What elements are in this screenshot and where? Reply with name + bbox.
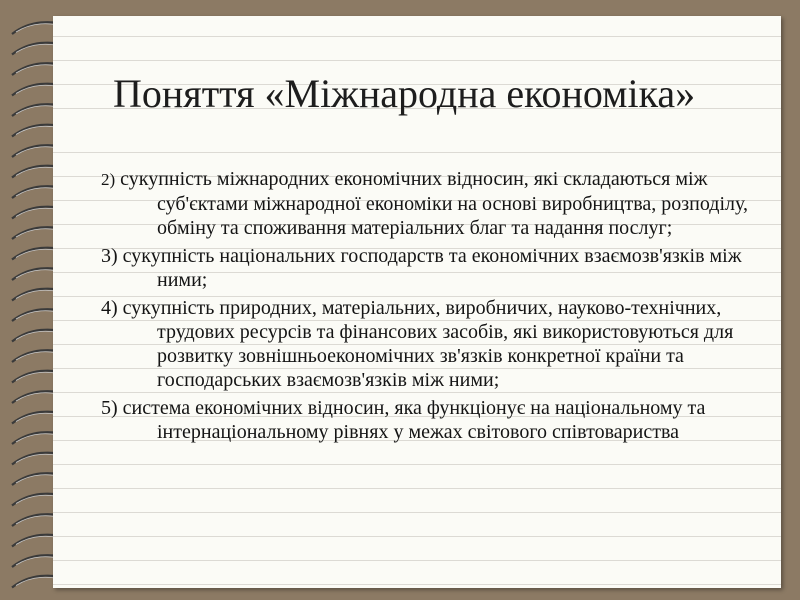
item-text: сукупність національних господарств та економічних взаємозв'язків між ними; xyxy=(122,245,742,291)
item-number: 3) xyxy=(101,245,118,267)
list-item xyxy=(101,296,766,392)
notebook-page xyxy=(53,16,781,588)
list-item xyxy=(101,167,766,240)
item-text: сукупність природних, матеріальних, виробничих, науково-технічних, трудових ресурсів та фінансових засобів, які використовуються для розвитку зовнішньоекономічних зв'язків конкретної країни та господарських взаємозв'язків між ними; xyxy=(122,297,734,391)
item-number: 2) xyxy=(101,170,116,189)
list-item xyxy=(101,244,766,292)
item-text: система економічних відносин, яка функціонує на національному та інтернаціональному рівнях у межах світового співтовариства xyxy=(122,397,706,443)
item-number: 4) xyxy=(101,297,118,319)
item-text: сукупність міжнародних економічних відносин, які складаються між суб'єктами міжнародної економіки на основі виробництва, розподілу, обміну та споживання матеріальних благ та надання послуг; xyxy=(120,168,749,239)
definition-list xyxy=(101,167,766,444)
list-item xyxy=(101,396,766,444)
page-title: Поняття «Міжнародна економіка» xyxy=(113,71,696,116)
item-number: 5) xyxy=(101,397,118,419)
